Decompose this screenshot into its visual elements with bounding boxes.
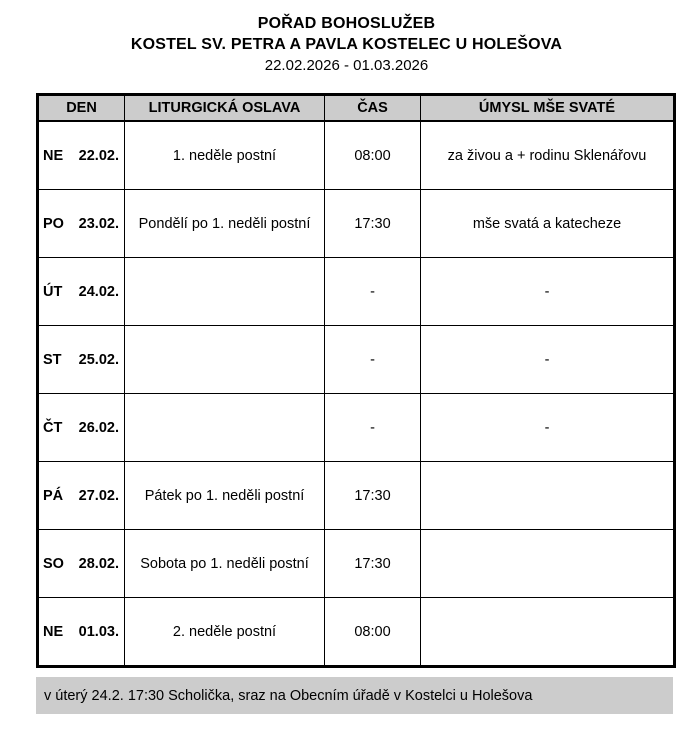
- schedule-table: [36, 93, 676, 668]
- liturgy-cell: [125, 394, 325, 462]
- table-row: [38, 530, 675, 598]
- time-cell: -: [325, 326, 421, 394]
- day-date: 23.02.: [78, 215, 119, 232]
- day-date: 24.02.: [78, 283, 119, 300]
- day-cell-content: [39, 624, 124, 640]
- day-cell: [38, 190, 125, 258]
- column-header-liturgy: LITURGICKÁ OSLAVA: [125, 95, 325, 122]
- day-cell-content: [39, 488, 124, 504]
- page-subtitle: KOSTEL SV. PETRA A PAVLA KOSTELEC U HOLEŠOVA: [130, 36, 563, 53]
- table-header-row: [38, 95, 675, 122]
- date-range: 22.02.2026 - 01.03.2026: [264, 57, 429, 74]
- intention-cell: za živou a + rodinu Sklenářovu: [421, 121, 675, 190]
- day-cell: [38, 530, 125, 598]
- liturgy-cell: [125, 258, 325, 326]
- intention-cell: -: [421, 258, 675, 326]
- intention-cell: -: [421, 394, 675, 462]
- day-date: 26.02.: [78, 419, 119, 436]
- day-cell-content: [39, 352, 124, 368]
- time-cell: 17:30: [325, 190, 421, 258]
- liturgy-cell: Pondělí po 1. neděli postní: [125, 190, 325, 258]
- table-row: [38, 121, 675, 190]
- liturgy-cell: Pátek po 1. neděli postní: [125, 462, 325, 530]
- table-row: [38, 326, 675, 394]
- time-cell: -: [325, 394, 421, 462]
- day-date: 28.02.: [78, 555, 119, 572]
- day-date: 22.02.: [78, 147, 119, 164]
- title-block: [0, 13, 693, 76]
- intention-cell: [421, 462, 675, 530]
- table-row: [38, 394, 675, 462]
- day-abbreviation: PÁ: [43, 487, 64, 504]
- day-abbreviation: SO: [43, 555, 64, 572]
- day-date: 01.03.: [78, 623, 119, 640]
- time-cell: 17:30: [325, 462, 421, 530]
- table-row: [38, 258, 675, 326]
- intention-cell: -: [421, 326, 675, 394]
- liturgy-cell: 1. neděle postní: [125, 121, 325, 190]
- day-cell: [38, 598, 125, 667]
- day-abbreviation: NE: [43, 147, 64, 164]
- day-cell-content: [39, 556, 124, 572]
- day-date: 27.02.: [78, 487, 119, 504]
- liturgy-cell: [125, 326, 325, 394]
- day-cell: [38, 326, 125, 394]
- day-cell-content: [39, 148, 124, 164]
- footer-note: v úterý 24.2. 17:30 Scholička, sraz na Obecním úřadě v Kostelci u Holešova: [36, 677, 673, 714]
- page-title: POŘAD BOHOSLUŽEB: [257, 15, 436, 32]
- day-cell: [38, 121, 125, 190]
- day-abbreviation: PO: [43, 215, 64, 232]
- day-abbreviation: ST: [43, 351, 62, 368]
- day-cell: [38, 394, 125, 462]
- intention-cell: [421, 598, 675, 667]
- day-cell: [38, 258, 125, 326]
- liturgy-cell: 2. neděle postní: [125, 598, 325, 667]
- day-cell-content: [39, 420, 124, 436]
- time-cell: 08:00: [325, 598, 421, 667]
- intention-cell: [421, 530, 675, 598]
- column-header-day: DEN: [38, 95, 125, 122]
- day-abbreviation: ÚT: [43, 283, 63, 300]
- time-cell: 08:00: [325, 121, 421, 190]
- table-row: [38, 462, 675, 530]
- column-header-time: ČAS: [325, 95, 421, 122]
- table-row: [38, 598, 675, 667]
- time-cell: 17:30: [325, 530, 421, 598]
- day-cell-content: [39, 284, 124, 300]
- day-date: 25.02.: [78, 351, 119, 368]
- table-row: [38, 190, 675, 258]
- day-cell-content: [39, 216, 124, 232]
- intention-cell: mše svatá a katecheze: [421, 190, 675, 258]
- day-cell: [38, 462, 125, 530]
- time-cell: -: [325, 258, 421, 326]
- liturgy-cell: Sobota po 1. neděli postní: [125, 530, 325, 598]
- day-abbreviation: NE: [43, 623, 64, 640]
- day-abbreviation: ČT: [43, 419, 63, 436]
- column-header-intention: ÚMYSL MŠE SVATÉ: [421, 95, 675, 122]
